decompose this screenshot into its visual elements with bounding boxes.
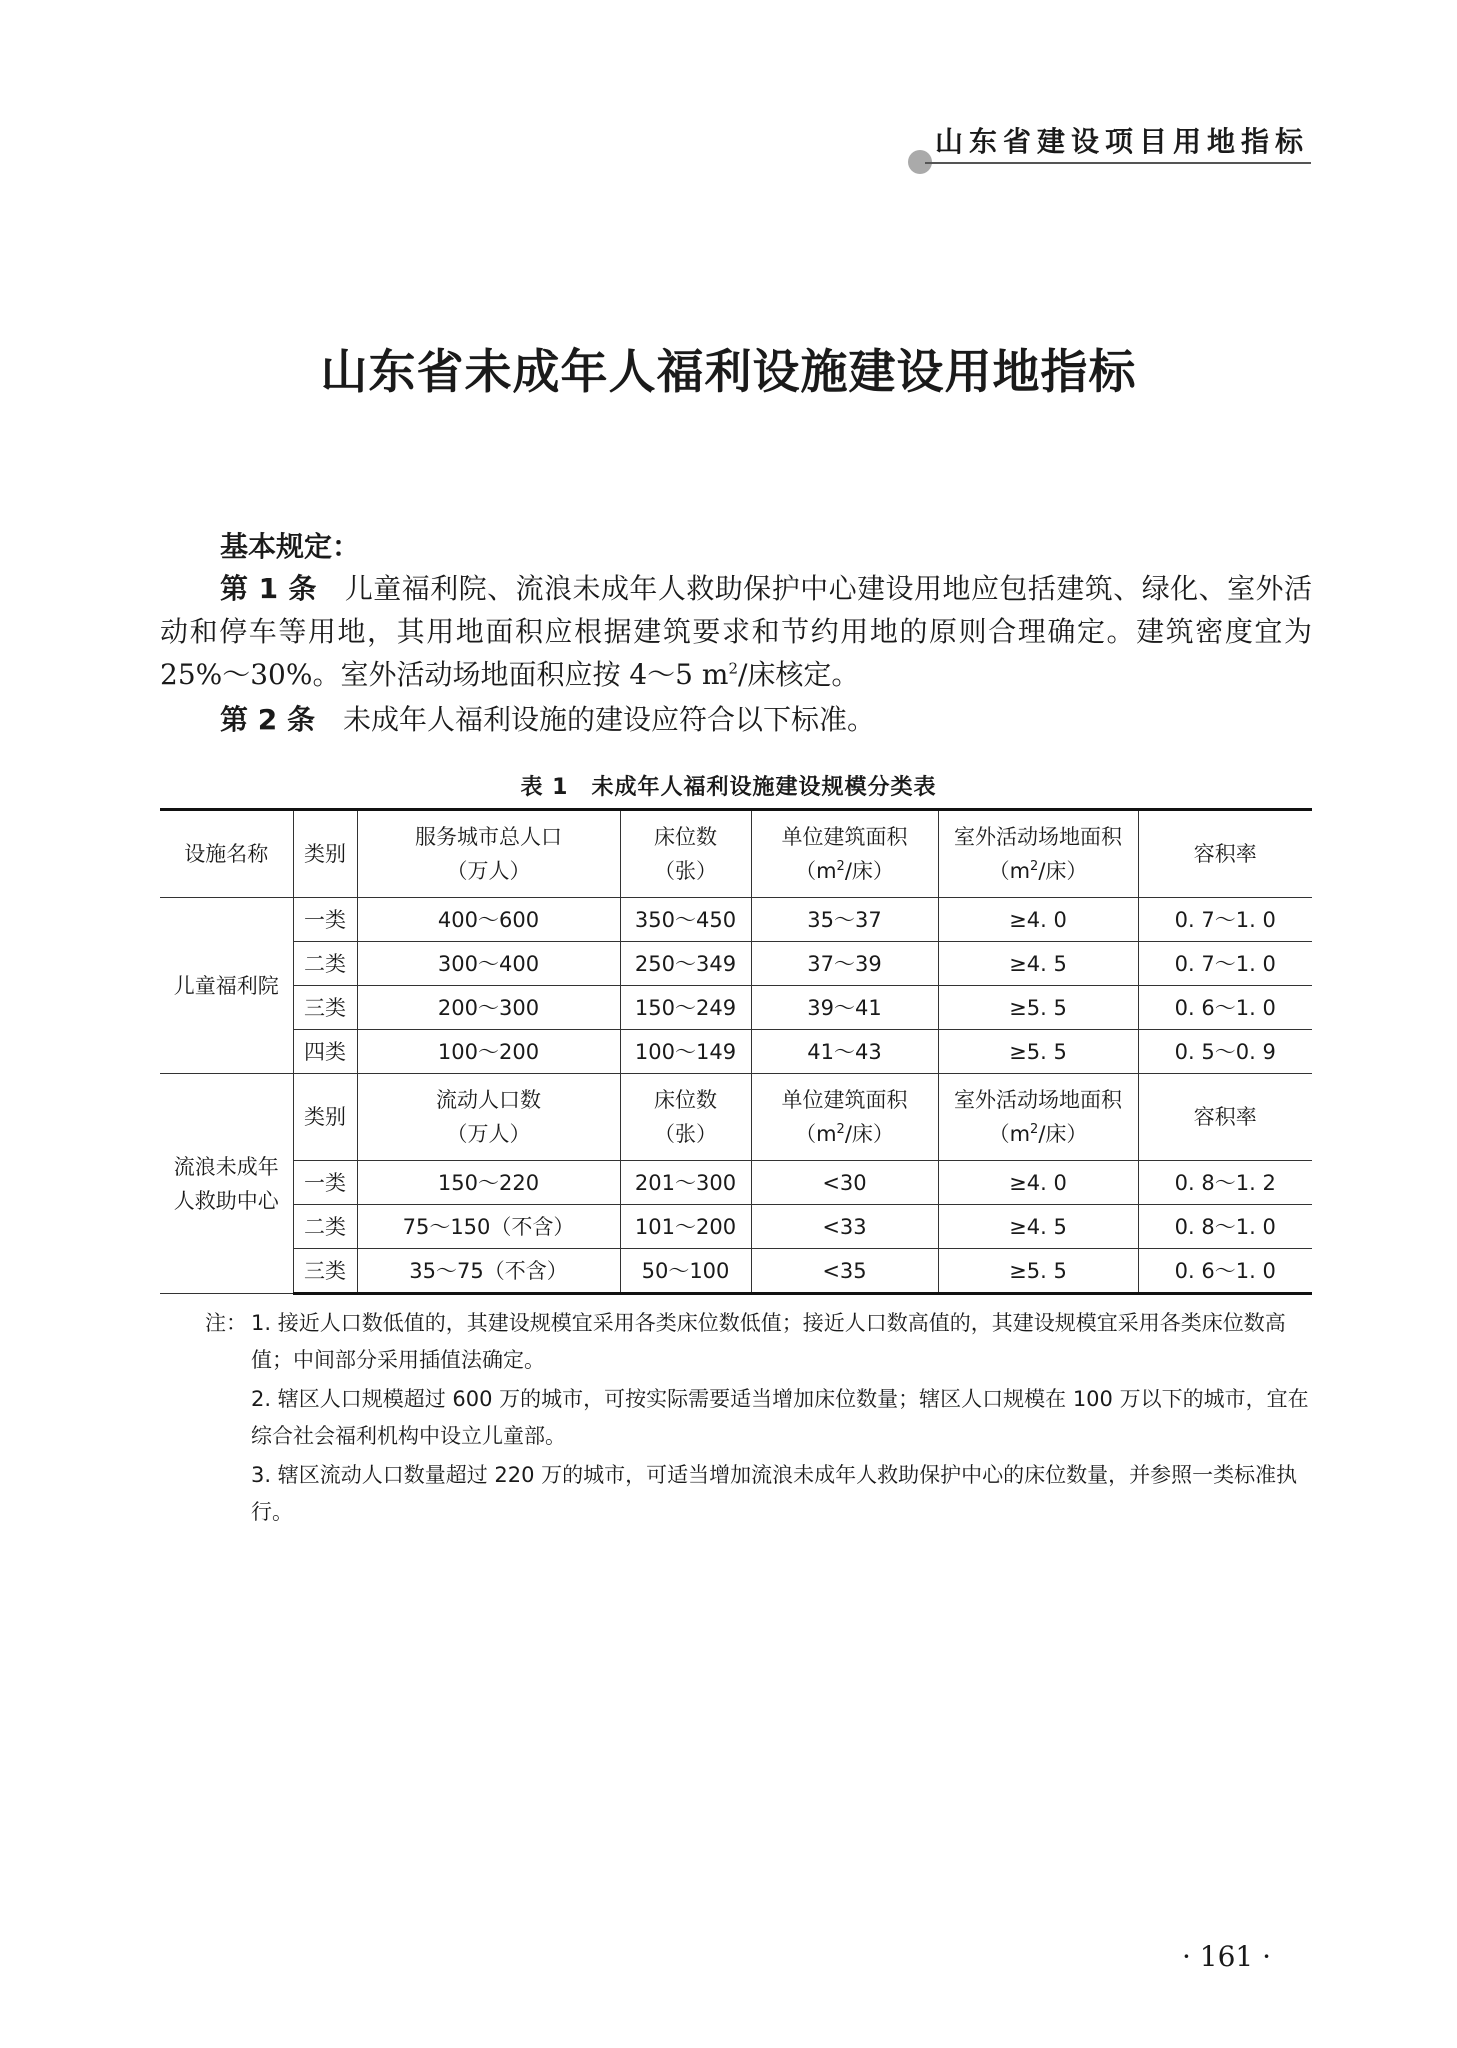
cell-floor-area-ratio: 0. 5～0. 9 [1138,1030,1312,1074]
cell-beds: 150～249 [620,986,751,1030]
document-title: 山东省未成年人福利设施建设用地指标 [320,345,1137,400]
cell-unit-area: <30 [751,1161,938,1205]
sub-unit-area-sup: 2 [836,1122,845,1137]
subheader-outdoor-line2 [939,1117,1138,1151]
sub-outdoor-sup: 2 [1030,1122,1039,1137]
group-childrens-welfare-home: 儿童福利院 [160,898,293,1074]
article-1 [160,567,1312,696]
subheader-unit-area-line1: 单位建筑面积 [781,1088,908,1112]
table-row [160,1161,1312,1205]
header-facility: 设施名称 [160,810,293,898]
table-header-row [160,810,1312,898]
subheader-population-line2: （万人） [446,1122,531,1146]
cell-population: 100～200 [357,1030,620,1074]
cell-beds: 101～200 [620,1205,751,1249]
subheader-unit-area-line2 [752,1117,938,1151]
running-header [0,0,1457,170]
header-category: 类别 [293,810,357,898]
table-row [160,942,1312,986]
header-population-line2: （万人） [446,859,531,883]
cell-floor-area-ratio: 0. 6～1. 0 [1138,986,1312,1030]
cell-beds: 100～149 [620,1030,751,1074]
subheader-outdoor-line1: 室外活动场地面积 [954,1088,1122,1112]
article-2 [160,698,1312,741]
header-population-line1: 服务城市总人口 [415,825,562,849]
article-1-text-b: /床核定。 [738,658,860,691]
cell-floor-area-ratio: 0. 8～1. 0 [1138,1205,1312,1249]
cell-population: 300～400 [357,942,620,986]
page-number: · 161 · [1181,1940,1271,1973]
note-prefix: 注： [205,1311,247,1335]
cell-floor-area-ratio: 0. 7～1. 0 [1138,942,1312,986]
cell-beds: 350～450 [620,898,751,942]
subheader-unit-area [751,1074,938,1161]
cell-population: 35～75（不含） [357,1249,620,1294]
header-beds-line2: （张） [654,859,717,883]
article-2-label: 第 2 条 [220,703,315,736]
subheader-beds [620,1074,751,1161]
cell-outdoor-area: ≥5. 5 [938,986,1138,1030]
header-rule [925,162,1311,164]
header-unit-area-line1: 单位建筑面积 [781,825,908,849]
table-row [160,898,1312,942]
sub-outdoor-post: /床） [1038,1122,1088,1146]
article-1-sup: 2 [728,659,738,678]
header-unit-area-line2 [752,854,938,888]
cell-beds: 201～300 [620,1161,751,1205]
cell-unit-area: <33 [751,1205,938,1249]
unit-area-unit-pre: （m [795,859,837,883]
article-2-text: 未成年人福利设施的建设应符合以下标准。 [342,703,875,736]
table-row [160,986,1312,1030]
cell-category: 一类 [293,898,357,942]
cell-category: 一类 [293,1161,357,1205]
note-item [205,1305,1313,1379]
header-population [357,810,620,898]
group-street-minors-rescue-center [160,1074,293,1294]
header-outdoor-area [938,810,1138,898]
table-row [160,1030,1312,1074]
header-beds [620,810,751,898]
note-3-text: 3. 辖区流动人口数量超过 220 万的城市，可适当增加流浪未成年人救助保护中心的床位数量，并参照一类标准执行。 [251,1463,1298,1524]
cell-category: 三类 [293,1249,357,1294]
cell-outdoor-area: ≥5. 5 [938,1249,1138,1294]
cell-unit-area: <35 [751,1249,938,1294]
unit-area-unit-sup: 2 [836,859,845,874]
note-item [205,1457,1313,1531]
cell-category: 四类 [293,1030,357,1074]
group2-name-line1: 流浪未成年 [173,1154,279,1179]
cell-population: 75～150（不含） [357,1205,620,1249]
outdoor-unit-post: /床） [1038,859,1088,883]
cell-outdoor-area: ≥5. 5 [938,1030,1138,1074]
cell-population: 150～220 [357,1161,620,1205]
header-outdoor-line1: 室外活动场地面积 [954,825,1122,849]
subheader-category: 类别 [293,1074,357,1161]
table-row [160,1205,1312,1249]
article-1-label: 第 1 条 [220,572,317,605]
cell-beds: 250～349 [620,942,751,986]
subheader-beds-line2: （张） [654,1122,717,1146]
subheader-beds-line1: 床位数 [654,1088,717,1112]
header-unit-area [751,810,938,898]
basic-provisions-heading: 基本规定： [220,530,361,563]
cell-unit-area: 35～37 [751,898,938,942]
cell-population: 200～300 [357,986,620,1030]
cell-floor-area-ratio: 0. 7～1. 0 [1138,898,1312,942]
note-item [205,1381,1313,1455]
cell-outdoor-area: ≥4. 5 [938,942,1138,986]
cell-outdoor-area: ≥4. 0 [938,1161,1138,1205]
table-subheader-row [160,1074,1312,1161]
sub-unit-area-post: /床） [844,1122,894,1146]
cell-population: 400～600 [357,898,620,942]
cell-floor-area-ratio: 0. 6～1. 0 [1138,1249,1312,1294]
note-2-text: 2. 辖区人口规模超过 600 万的城市，可按实际需要适当增加床位数量；辖区人口规模在 100 万以下的城市，宜在综合社会福利机构中设立儿童部。 [251,1387,1309,1448]
cell-beds: 50～100 [620,1249,751,1294]
note-1-text: 1. 接近人口数低值的，其建设规模宜采用各类床位数低值；接近人口数高值的，其建设规模宜采用各类床位数高值；中间部分采用插值法确定。 [251,1311,1286,1372]
table-row [160,1249,1312,1294]
cell-unit-area: 41～43 [751,1030,938,1074]
cell-category: 二类 [293,942,357,986]
cell-category: 二类 [293,1205,357,1249]
group2-name-line2: 人救助中心 [173,1188,279,1213]
outdoor-unit-sup: 2 [1030,859,1039,874]
table-notes [205,1305,1313,1533]
cell-category: 三类 [293,986,357,1030]
article-section [160,567,1312,741]
cell-outdoor-area: ≥4. 5 [938,1205,1138,1249]
cell-unit-area: 37～39 [751,942,938,986]
table-caption: 表 1 未成年人福利设施建设规模分类表 [520,775,937,800]
header-outdoor-line2 [939,854,1138,888]
sub-outdoor-pre: （m [988,1122,1031,1146]
cell-unit-area: 39～41 [751,986,938,1030]
unit-area-unit-post: /床） [844,859,894,883]
header-beds-line1: 床位数 [654,825,717,849]
subheader-floor-area-ratio: 容积率 [1138,1074,1312,1161]
article-1-text-a: 儿童福利院、流浪未成年人救助保护中心建设用地应包括建筑、绿化、室外活动和停车等用地，其用地面积应根据建筑要求和节约用地的原则合理确定。建筑密度宜为 25%～30%。室外活动场地面积应按 4～5 m [160,572,1312,691]
cell-floor-area-ratio: 0. 8～1. 2 [1138,1161,1312,1205]
subheader-population [357,1074,620,1161]
subheader-outdoor-area [938,1074,1138,1161]
running-header-title: 山东省建设项目用地指标 [934,125,1309,158]
facility-scale-table [160,808,1312,1295]
header-floor-area-ratio: 容积率 [1138,810,1312,898]
sub-unit-area-pre: （m [795,1122,837,1146]
cell-outdoor-area: ≥4. 0 [938,898,1138,942]
outdoor-unit-pre: （m [988,859,1031,883]
subheader-population-line1: 流动人口数 [436,1088,541,1112]
